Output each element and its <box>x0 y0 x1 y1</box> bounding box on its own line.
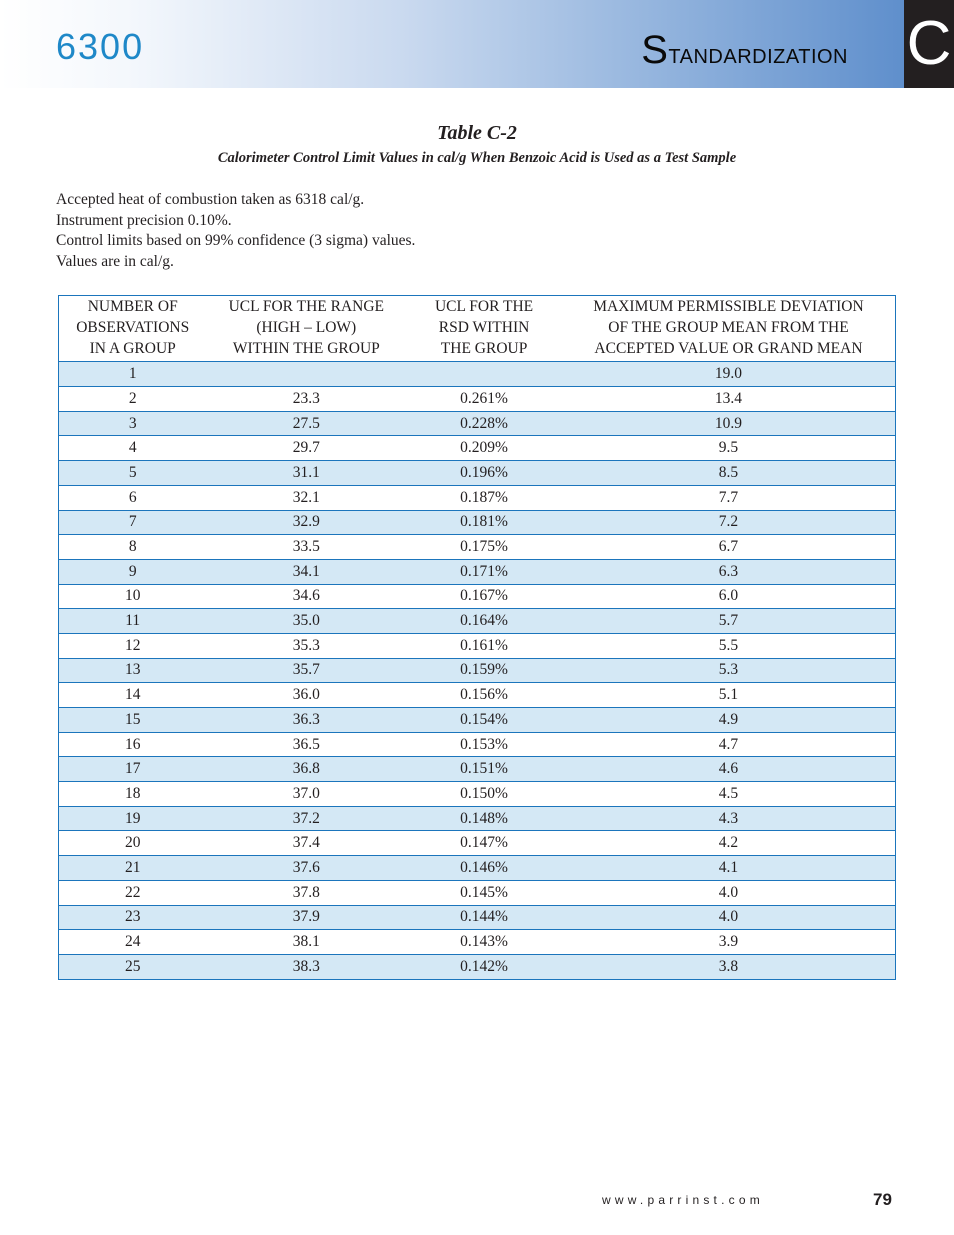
table-title: Table C-2 <box>437 122 517 144</box>
cell-ucl-range: 36.3 <box>206 708 406 733</box>
cell-ucl-rsd: 0.151% <box>406 757 562 782</box>
cell-ucl-range: 23.3 <box>206 387 406 412</box>
cell-observations: 19 <box>59 806 207 831</box>
cell-ucl-rsd: 0.261% <box>406 387 562 412</box>
cell-ucl-range: 31.1 <box>206 461 406 486</box>
cell-max-deviation: 5.7 <box>562 609 896 634</box>
cell-max-deviation: 3.9 <box>562 930 896 955</box>
table-header-row <box>59 296 896 362</box>
table-row <box>59 387 896 412</box>
cell-ucl-rsd: 0.167% <box>406 584 562 609</box>
cell-observations: 9 <box>59 559 207 584</box>
cell-observations: 2 <box>59 387 207 412</box>
cell-ucl-range: 36.0 <box>206 683 406 708</box>
cell-ucl-rsd: 0.228% <box>406 411 562 436</box>
control-limit-table <box>58 295 896 980</box>
cell-observations: 24 <box>59 930 207 955</box>
cell-max-deviation: 4.5 <box>562 782 896 807</box>
cell-max-deviation: 4.3 <box>562 806 896 831</box>
cell-ucl-range: 37.9 <box>206 905 406 930</box>
cell-observations: 12 <box>59 633 207 658</box>
cell-ucl-range: 32.9 <box>206 510 406 535</box>
table-row <box>59 856 896 881</box>
table-row <box>59 683 896 708</box>
cell-observations: 23 <box>59 905 207 930</box>
cell-observations: 18 <box>59 782 207 807</box>
table-row <box>59 732 896 757</box>
cell-ucl-rsd: 0.156% <box>406 683 562 708</box>
note-heat-of-combustion: Accepted heat of combustion taken as 6318 cal/g. <box>56 191 365 208</box>
table-row <box>59 658 896 683</box>
cell-max-deviation: 4.1 <box>562 856 896 881</box>
table-row <box>59 535 896 560</box>
cell-ucl-rsd: 0.150% <box>406 782 562 807</box>
cell-ucl-range: 38.3 <box>206 954 406 979</box>
cell-ucl-range: 35.7 <box>206 658 406 683</box>
table-row <box>59 485 896 510</box>
cell-ucl-range: 37.8 <box>206 880 406 905</box>
cell-ucl-range <box>206 362 406 387</box>
note-instrument-precision: Instrument precision 0.10%. <box>56 211 232 229</box>
cell-max-deviation: 13.4 <box>562 387 896 412</box>
cell-max-deviation: 5.1 <box>562 683 896 708</box>
cell-max-deviation: 5.5 <box>562 633 896 658</box>
cell-ucl-range: 37.6 <box>206 856 406 881</box>
table-body <box>59 362 896 979</box>
cell-observations: 11 <box>59 609 207 634</box>
table-row <box>59 411 896 436</box>
header-max-deviation: MAXIMUM PERMISSIBLE DEVIATION OF THE GROUP MEAN FROM THE ACCEPTED VALUE OR GRAND MEAN <box>562 296 896 362</box>
table-row <box>59 510 896 535</box>
table-row <box>59 609 896 634</box>
cell-ucl-rsd: 0.153% <box>406 732 562 757</box>
cell-ucl-range: 34.1 <box>206 559 406 584</box>
cell-observations: 5 <box>59 461 207 486</box>
table-row <box>59 806 896 831</box>
table-row <box>59 954 896 979</box>
table-row <box>59 362 896 387</box>
cell-ucl-rsd: 0.154% <box>406 708 562 733</box>
cell-max-deviation: 6.0 <box>562 584 896 609</box>
table-row <box>59 880 896 905</box>
cell-observations: 10 <box>59 584 207 609</box>
header-ucl-rsd: UCL FOR THE RSD WITHIN THE GROUP <box>406 296 562 362</box>
cell-max-deviation: 4.7 <box>562 732 896 757</box>
table-row <box>59 708 896 733</box>
cell-max-deviation: 19.0 <box>562 362 896 387</box>
cell-ucl-rsd: 0.147% <box>406 831 562 856</box>
cell-observations: 22 <box>59 880 207 905</box>
cell-ucl-range: 35.0 <box>206 609 406 634</box>
cell-observations: 13 <box>59 658 207 683</box>
cell-max-deviation: 9.5 <box>562 436 896 461</box>
footer-url: www.parrinst.com <box>602 1193 764 1207</box>
table-row <box>59 584 896 609</box>
table-row <box>59 436 896 461</box>
table-notes <box>56 190 415 272</box>
cell-ucl-rsd: 0.159% <box>406 658 562 683</box>
table-row <box>59 782 896 807</box>
cell-observations: 15 <box>59 708 207 733</box>
cell-ucl-rsd: 0.144% <box>406 905 562 930</box>
appendix-tab: C <box>904 0 954 88</box>
cell-observations: 6 <box>59 485 207 510</box>
table-row <box>59 461 896 486</box>
cell-ucl-rsd: 0.145% <box>406 880 562 905</box>
cell-ucl-rsd <box>406 362 562 387</box>
cell-max-deviation: 3.8 <box>562 954 896 979</box>
header-ucl-range: UCL FOR THE RANGE (HIGH – LOW) WITHIN THE GROUP <box>206 296 406 362</box>
page-header-band <box>0 0 904 88</box>
cell-ucl-rsd: 0.164% <box>406 609 562 634</box>
cell-ucl-range: 35.3 <box>206 633 406 658</box>
cell-observations: 8 <box>59 535 207 560</box>
cell-ucl-rsd: 0.175% <box>406 535 562 560</box>
cell-observations: 14 <box>59 683 207 708</box>
cell-max-deviation: 4.0 <box>562 880 896 905</box>
cell-ucl-range: 29.7 <box>206 436 406 461</box>
cell-ucl-rsd: 0.196% <box>406 461 562 486</box>
cell-max-deviation: 6.7 <box>562 535 896 560</box>
table-row <box>59 905 896 930</box>
cell-ucl-rsd: 0.187% <box>406 485 562 510</box>
cell-observations: 16 <box>59 732 207 757</box>
cell-max-deviation: 10.9 <box>562 411 896 436</box>
cell-ucl-rsd: 0.209% <box>406 436 562 461</box>
model-number: 6300 <box>56 26 145 67</box>
page-number: 79 <box>873 1190 892 1209</box>
cell-observations: 21 <box>59 856 207 881</box>
cell-max-deviation: 4.2 <box>562 831 896 856</box>
cell-observations: 17 <box>59 757 207 782</box>
cell-max-deviation: 4.6 <box>562 757 896 782</box>
cell-ucl-range: 37.4 <box>206 831 406 856</box>
cell-ucl-range: 37.2 <box>206 806 406 831</box>
cell-ucl-range: 33.5 <box>206 535 406 560</box>
cell-observations: 7 <box>59 510 207 535</box>
cell-max-deviation: 6.3 <box>562 559 896 584</box>
cell-observations: 4 <box>59 436 207 461</box>
section-title-initial: S <box>641 28 669 72</box>
note-control-limits: Control limits based on 99% confidence (3 sigma) values. <box>56 232 416 250</box>
cell-max-deviation: 7.7 <box>562 485 896 510</box>
cell-ucl-range: 38.1 <box>206 930 406 955</box>
cell-observations: 1 <box>59 362 207 387</box>
cell-ucl-range: 36.8 <box>206 757 406 782</box>
section-title <box>641 28 848 73</box>
cell-observations: 20 <box>59 831 207 856</box>
table-row <box>59 757 896 782</box>
table-subtitle: Calorimeter Control Limit Values in cal/g When Benzoic Acid is Used as a Test Sample <box>217 150 737 166</box>
cell-ucl-range: 36.5 <box>206 732 406 757</box>
cell-ucl-rsd: 0.171% <box>406 559 562 584</box>
cell-ucl-range: 32.1 <box>206 485 406 510</box>
cell-max-deviation: 5.3 <box>562 658 896 683</box>
table-row <box>59 633 896 658</box>
cell-max-deviation: 4.0 <box>562 905 896 930</box>
header-observations: NUMBER OF OBSERVATIONS IN A GROUP <box>59 296 207 362</box>
cell-observations: 3 <box>59 411 207 436</box>
cell-ucl-rsd: 0.142% <box>406 954 562 979</box>
table-row <box>59 930 896 955</box>
cell-max-deviation: 4.9 <box>562 708 896 733</box>
cell-ucl-rsd: 0.148% <box>406 806 562 831</box>
cell-max-deviation: 7.2 <box>562 510 896 535</box>
cell-ucl-rsd: 0.161% <box>406 633 562 658</box>
cell-observations: 25 <box>59 954 207 979</box>
cell-max-deviation: 8.5 <box>562 461 896 486</box>
cell-ucl-range: 37.0 <box>206 782 406 807</box>
section-title-rest: tandardization <box>668 38 848 69</box>
cell-ucl-range: 27.5 <box>206 411 406 436</box>
cell-ucl-rsd: 0.143% <box>406 930 562 955</box>
cell-ucl-rsd: 0.146% <box>406 856 562 881</box>
table-row <box>59 559 896 584</box>
table-row <box>59 831 896 856</box>
cell-ucl-range: 34.6 <box>206 584 406 609</box>
note-units: Values are in cal/g. <box>56 252 174 270</box>
cell-ucl-rsd: 0.181% <box>406 510 562 535</box>
